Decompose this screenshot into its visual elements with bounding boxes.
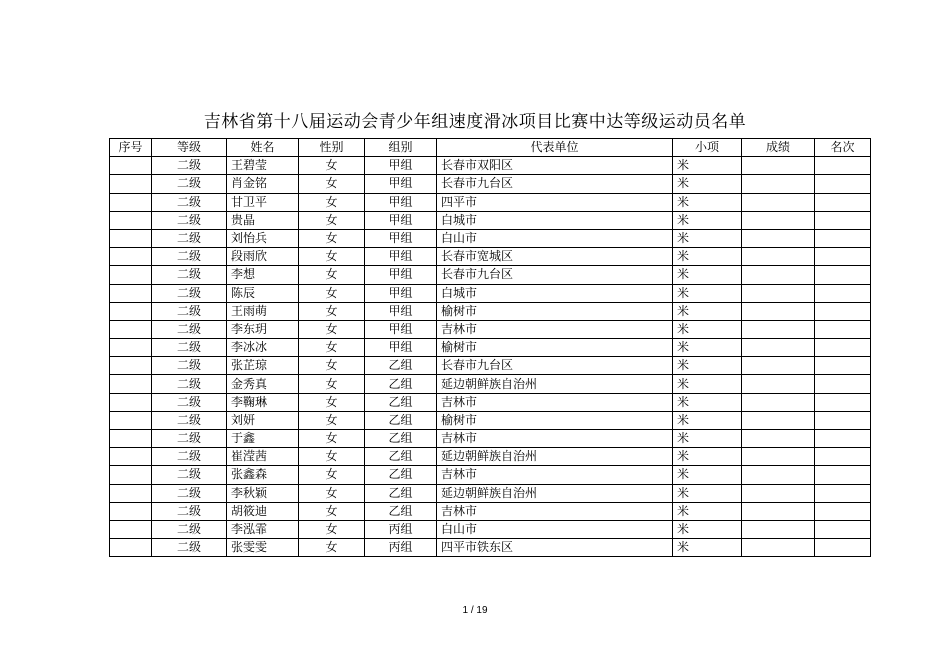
cell-name: 张雯雯 xyxy=(227,539,299,557)
cell-event: 米 xyxy=(673,484,742,502)
table-row xyxy=(110,520,871,538)
cell-group: 甲组 xyxy=(365,175,437,193)
cell-level: 二级 xyxy=(152,539,227,557)
cell-index xyxy=(110,375,152,393)
table-row xyxy=(110,175,871,193)
cell-result xyxy=(742,320,815,338)
cell-group: 甲组 xyxy=(365,157,437,175)
cell-event: 米 xyxy=(673,502,742,520)
cell-result xyxy=(742,229,815,247)
cell-event: 米 xyxy=(673,375,742,393)
cell-event: 米 xyxy=(673,411,742,429)
cell-group: 乙组 xyxy=(365,411,437,429)
table-row xyxy=(110,211,871,229)
col-header-level: 等级 xyxy=(152,139,227,157)
cell-name: 甘卫平 xyxy=(227,193,299,211)
cell-result xyxy=(742,448,815,466)
cell-group: 甲组 xyxy=(365,211,437,229)
page-title: 吉林省第十八届运动会青少年组速度滑冰项目比赛中达等级运动员名单 xyxy=(203,112,747,132)
cell-gender: 女 xyxy=(299,430,365,448)
cell-rank xyxy=(815,320,871,338)
col-header-index: 序号 xyxy=(110,139,152,157)
table-row xyxy=(110,393,871,411)
cell-index xyxy=(110,339,152,357)
cell-index xyxy=(110,157,152,175)
cell-index xyxy=(110,320,152,338)
cell-rank xyxy=(815,411,871,429)
table-row xyxy=(110,320,871,338)
cell-rank xyxy=(815,175,871,193)
cell-unit: 四平市 xyxy=(437,193,673,211)
cell-index xyxy=(110,357,152,375)
cell-index xyxy=(110,193,152,211)
cell-rank xyxy=(815,520,871,538)
cell-gender: 女 xyxy=(299,320,365,338)
table-row xyxy=(110,502,871,520)
cell-event: 米 xyxy=(673,248,742,266)
cell-unit: 长春市九台区 xyxy=(437,175,673,193)
cell-event: 米 xyxy=(673,539,742,557)
col-header-event: 小项 xyxy=(673,139,742,157)
col-header-gender: 性别 xyxy=(299,139,365,157)
cell-level: 二级 xyxy=(152,502,227,520)
cell-gender: 女 xyxy=(299,229,365,247)
cell-event: 米 xyxy=(673,175,742,193)
cell-rank xyxy=(815,502,871,520)
table-row xyxy=(110,448,871,466)
cell-index xyxy=(110,466,152,484)
col-header-group: 组别 xyxy=(365,139,437,157)
cell-rank xyxy=(815,393,871,411)
cell-level: 二级 xyxy=(152,157,227,175)
cell-result xyxy=(742,339,815,357)
cell-event: 米 xyxy=(673,339,742,357)
cell-name: 王雨萌 xyxy=(227,302,299,320)
cell-event: 米 xyxy=(673,284,742,302)
cell-unit: 吉林市 xyxy=(437,430,673,448)
cell-gender: 女 xyxy=(299,375,365,393)
cell-level: 二级 xyxy=(152,430,227,448)
cell-index xyxy=(110,266,152,284)
cell-event: 米 xyxy=(673,430,742,448)
cell-name: 李秋颖 xyxy=(227,484,299,502)
cell-unit: 吉林市 xyxy=(437,393,673,411)
cell-level: 二级 xyxy=(152,193,227,211)
cell-level: 二级 xyxy=(152,284,227,302)
cell-index xyxy=(110,211,152,229)
table-row xyxy=(110,375,871,393)
cell-result xyxy=(742,193,815,211)
cell-gender: 女 xyxy=(299,539,365,557)
col-header-rank: 名次 xyxy=(815,139,871,157)
cell-index xyxy=(110,284,152,302)
cell-level: 二级 xyxy=(152,248,227,266)
athlete-roster-table xyxy=(109,138,871,557)
cell-name: 刘妍 xyxy=(227,411,299,429)
cell-event: 米 xyxy=(673,229,742,247)
cell-result xyxy=(742,375,815,393)
cell-group: 甲组 xyxy=(365,248,437,266)
cell-level: 二级 xyxy=(152,448,227,466)
cell-gender: 女 xyxy=(299,211,365,229)
cell-unit: 吉林市 xyxy=(437,502,673,520)
cell-result xyxy=(742,302,815,320)
cell-unit: 白城市 xyxy=(437,211,673,229)
cell-gender: 女 xyxy=(299,357,365,375)
cell-unit: 白城市 xyxy=(437,284,673,302)
col-header-name: 姓名 xyxy=(227,139,299,157)
cell-level: 二级 xyxy=(152,175,227,193)
cell-result xyxy=(742,539,815,557)
cell-result xyxy=(742,248,815,266)
cell-event: 米 xyxy=(673,320,742,338)
cell-level: 二级 xyxy=(152,484,227,502)
cell-name: 李东玥 xyxy=(227,320,299,338)
cell-gender: 女 xyxy=(299,393,365,411)
cell-unit: 延边朝鲜族自治州 xyxy=(437,375,673,393)
cell-unit: 长春市九台区 xyxy=(437,357,673,375)
cell-level: 二级 xyxy=(152,266,227,284)
table-row xyxy=(110,539,871,557)
cell-event: 米 xyxy=(673,357,742,375)
cell-event: 米 xyxy=(673,211,742,229)
cell-event: 米 xyxy=(673,302,742,320)
table-row xyxy=(110,266,871,284)
cell-unit: 白山市 xyxy=(437,229,673,247)
cell-group: 甲组 xyxy=(365,229,437,247)
cell-index xyxy=(110,502,152,520)
cell-gender: 女 xyxy=(299,484,365,502)
cell-gender: 女 xyxy=(299,302,365,320)
cell-level: 二级 xyxy=(152,211,227,229)
cell-event: 米 xyxy=(673,466,742,484)
table-row xyxy=(110,411,871,429)
cell-group: 甲组 xyxy=(365,284,437,302)
cell-index xyxy=(110,430,152,448)
cell-rank xyxy=(815,211,871,229)
table-row xyxy=(110,357,871,375)
cell-gender: 女 xyxy=(299,175,365,193)
cell-gender: 女 xyxy=(299,411,365,429)
cell-group: 乙组 xyxy=(365,430,437,448)
cell-group: 丙组 xyxy=(365,520,437,538)
cell-name: 张芷琼 xyxy=(227,357,299,375)
table-header-row xyxy=(110,139,871,157)
cell-unit: 延边朝鲜族自治州 xyxy=(437,484,673,502)
cell-gender: 女 xyxy=(299,193,365,211)
cell-name: 刘怡兵 xyxy=(227,229,299,247)
table-row xyxy=(110,157,871,175)
cell-rank xyxy=(815,484,871,502)
cell-result xyxy=(742,284,815,302)
cell-level: 二级 xyxy=(152,320,227,338)
cell-name: 于鑫 xyxy=(227,430,299,448)
cell-rank xyxy=(815,248,871,266)
cell-name: 胡筱迪 xyxy=(227,502,299,520)
cell-gender: 女 xyxy=(299,284,365,302)
cell-rank xyxy=(815,302,871,320)
cell-name: 贵晶 xyxy=(227,211,299,229)
cell-index xyxy=(110,411,152,429)
cell-unit: 榆树市 xyxy=(437,411,673,429)
table-row xyxy=(110,248,871,266)
cell-index xyxy=(110,448,152,466)
cell-gender: 女 xyxy=(299,266,365,284)
table-row xyxy=(110,193,871,211)
cell-rank xyxy=(815,339,871,357)
cell-index xyxy=(110,248,152,266)
cell-level: 二级 xyxy=(152,393,227,411)
cell-group: 甲组 xyxy=(365,320,437,338)
cell-index xyxy=(110,302,152,320)
cell-level: 二级 xyxy=(152,466,227,484)
cell-unit: 吉林市 xyxy=(437,466,673,484)
table-row xyxy=(110,484,871,502)
cell-rank xyxy=(815,357,871,375)
page-indicator: 1 / 19 xyxy=(462,605,488,616)
cell-group: 乙组 xyxy=(365,484,437,502)
cell-result xyxy=(742,393,815,411)
cell-event: 米 xyxy=(673,266,742,284)
cell-level: 二级 xyxy=(152,375,227,393)
table-row xyxy=(110,430,871,448)
cell-name: 张鑫森 xyxy=(227,466,299,484)
cell-name: 李鞠琳 xyxy=(227,393,299,411)
cell-result xyxy=(742,466,815,484)
cell-event: 米 xyxy=(673,393,742,411)
cell-name: 肖金铭 xyxy=(227,175,299,193)
cell-name: 金秀真 xyxy=(227,375,299,393)
cell-level: 二级 xyxy=(152,411,227,429)
col-header-result: 成绩 xyxy=(742,139,815,157)
cell-group: 甲组 xyxy=(365,266,437,284)
cell-rank xyxy=(815,266,871,284)
cell-group: 丙组 xyxy=(365,539,437,557)
table-row xyxy=(110,229,871,247)
cell-level: 二级 xyxy=(152,302,227,320)
cell-group: 甲组 xyxy=(365,193,437,211)
cell-event: 米 xyxy=(673,520,742,538)
cell-unit: 榆树市 xyxy=(437,302,673,320)
cell-gender: 女 xyxy=(299,502,365,520)
cell-result xyxy=(742,175,815,193)
cell-group: 乙组 xyxy=(365,466,437,484)
cell-group: 乙组 xyxy=(365,502,437,520)
cell-event: 米 xyxy=(673,157,742,175)
cell-unit: 四平市铁东区 xyxy=(437,539,673,557)
cell-name: 崔滢茜 xyxy=(227,448,299,466)
cell-rank xyxy=(815,284,871,302)
cell-name: 李想 xyxy=(227,266,299,284)
cell-rank xyxy=(815,539,871,557)
col-header-unit: 代表单位 xyxy=(437,139,673,157)
cell-rank xyxy=(815,448,871,466)
cell-rank xyxy=(815,375,871,393)
cell-level: 二级 xyxy=(152,339,227,357)
cell-result xyxy=(742,520,815,538)
cell-result xyxy=(742,266,815,284)
table-row xyxy=(110,466,871,484)
cell-group: 乙组 xyxy=(365,357,437,375)
cell-name: 王碧莹 xyxy=(227,157,299,175)
cell-unit: 榆树市 xyxy=(437,339,673,357)
cell-unit: 长春市宽城区 xyxy=(437,248,673,266)
cell-group: 乙组 xyxy=(365,393,437,411)
table-body xyxy=(110,157,871,557)
table-row xyxy=(110,284,871,302)
cell-gender: 女 xyxy=(299,339,365,357)
cell-rank xyxy=(815,466,871,484)
cell-result xyxy=(742,211,815,229)
cell-name: 李冰冰 xyxy=(227,339,299,357)
cell-rank xyxy=(815,157,871,175)
cell-gender: 女 xyxy=(299,520,365,538)
cell-index xyxy=(110,393,152,411)
cell-result xyxy=(742,157,815,175)
table-row xyxy=(110,339,871,357)
cell-name: 李泓霏 xyxy=(227,520,299,538)
cell-group: 甲组 xyxy=(365,339,437,357)
cell-name: 段雨欣 xyxy=(227,248,299,266)
cell-event: 米 xyxy=(673,193,742,211)
cell-result xyxy=(742,411,815,429)
cell-unit: 长春市九台区 xyxy=(437,266,673,284)
table-row xyxy=(110,302,871,320)
cell-gender: 女 xyxy=(299,466,365,484)
cell-index xyxy=(110,484,152,502)
cell-index xyxy=(110,175,152,193)
cell-result xyxy=(742,484,815,502)
cell-result xyxy=(742,430,815,448)
cell-index xyxy=(110,539,152,557)
cell-gender: 女 xyxy=(299,448,365,466)
cell-gender: 女 xyxy=(299,248,365,266)
cell-rank xyxy=(815,430,871,448)
cell-group: 甲组 xyxy=(365,302,437,320)
cell-name: 陈辰 xyxy=(227,284,299,302)
cell-index xyxy=(110,229,152,247)
cell-unit: 吉林市 xyxy=(437,320,673,338)
cell-event: 米 xyxy=(673,448,742,466)
cell-rank xyxy=(815,193,871,211)
cell-result xyxy=(742,502,815,520)
cell-group: 乙组 xyxy=(365,448,437,466)
cell-level: 二级 xyxy=(152,229,227,247)
cell-index xyxy=(110,520,152,538)
cell-group: 乙组 xyxy=(365,375,437,393)
cell-rank xyxy=(815,229,871,247)
cell-level: 二级 xyxy=(152,520,227,538)
cell-gender: 女 xyxy=(299,157,365,175)
cell-result xyxy=(742,357,815,375)
cell-unit: 长春市双阳区 xyxy=(437,157,673,175)
cell-unit: 白山市 xyxy=(437,520,673,538)
cell-level: 二级 xyxy=(152,357,227,375)
cell-unit: 延边朝鲜族自治州 xyxy=(437,448,673,466)
